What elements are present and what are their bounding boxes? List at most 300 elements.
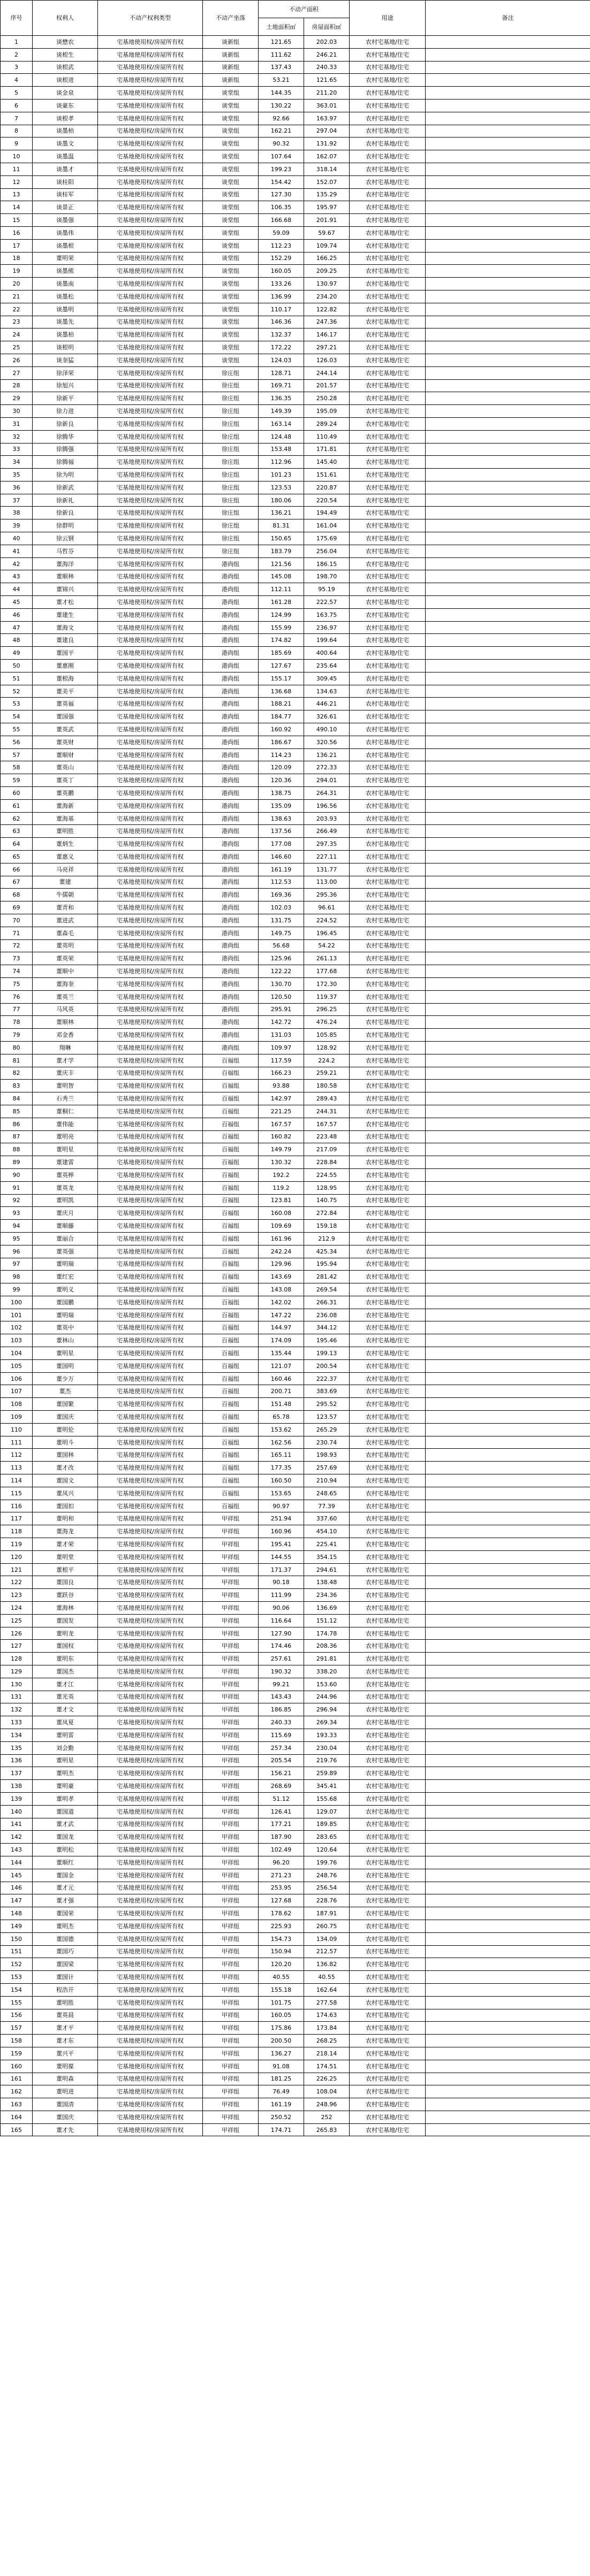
cell-use: 农村宅基地/住宅	[350, 710, 426, 723]
cell-seq: 87	[1, 1130, 33, 1143]
cell-owner: 徐新良	[33, 507, 98, 519]
cell-owner: 董英龙	[33, 1181, 98, 1194]
cell-owner: 董明堂	[33, 1550, 98, 1563]
cell-use: 农村宅基地/住宅	[350, 1143, 426, 1156]
cell-land-area: 76.49	[259, 2085, 304, 2098]
cell-seq: 153	[1, 1971, 33, 1984]
cell-house-area: 244.96	[304, 1691, 350, 1703]
cell-land-area: 146.36	[259, 316, 304, 328]
cell-house-area: 230.74	[304, 1436, 350, 1449]
cell-right-type: 宅基地使用权/房屋所有权	[98, 1372, 203, 1385]
cell-house-area: 248.76	[304, 1869, 350, 1882]
cell-house-area: 145.40	[304, 456, 350, 469]
cell-owner: 董才文	[33, 1703, 98, 1716]
cell-owner: 董英丁	[33, 774, 98, 787]
table-row	[1, 265, 590, 278]
cell-seq: 99	[1, 1283, 33, 1296]
cell-owner: 徐为明	[33, 469, 98, 481]
cell-house-area: 265.83	[304, 2123, 350, 2136]
cell-land-area: 136.99	[259, 290, 304, 303]
table-row	[1, 1016, 590, 1029]
cell-note	[426, 710, 590, 723]
cell-location: 甲祥组	[203, 1602, 259, 1615]
cell-seq: 147	[1, 1894, 33, 1907]
cell-house-area: 110.49	[304, 430, 350, 443]
cell-right-type: 宅基地使用权/房屋所有权	[98, 723, 203, 736]
cell-use: 农村宅基地/住宅	[350, 761, 426, 774]
cell-owner: 董杰	[33, 1385, 98, 1398]
cell-right-type: 宅基地使用权/房屋所有权	[98, 1067, 203, 1080]
cell-location: 徐庄组	[203, 430, 259, 443]
cell-use: 农村宅基地/住宅	[350, 1831, 426, 1844]
table-row	[1, 1767, 590, 1780]
cell-house-area: 162.07	[304, 150, 350, 163]
cell-location: 徐庄组	[203, 417, 259, 430]
table-row	[1, 927, 590, 939]
cell-seq: 108	[1, 1398, 33, 1411]
cell-right-type: 宅基地使用权/房屋所有权	[98, 1130, 203, 1143]
cell-house-area: 129.07	[304, 1805, 350, 1818]
cell-note	[426, 647, 590, 660]
cell-seq: 132	[1, 1703, 33, 1716]
cell-land-area: 177.21	[259, 1818, 304, 1831]
cell-land-area: 92.66	[259, 112, 304, 125]
cell-note	[426, 1525, 590, 1538]
cell-location: 百福组	[203, 1411, 259, 1424]
cell-note	[426, 1971, 590, 1984]
cell-seq: 31	[1, 417, 33, 430]
cell-seq: 103	[1, 1334, 33, 1347]
cell-owner: 董国梁	[33, 1958, 98, 1971]
cell-location: 港尚组	[203, 799, 259, 812]
cell-owner: 董才学	[33, 1054, 98, 1067]
cell-land-area: 155.99	[259, 621, 304, 634]
cell-owner: 谈根孝	[33, 112, 98, 125]
cell-land-area: 251.94	[259, 1512, 304, 1525]
cell-note	[426, 1105, 590, 1118]
table-row	[1, 61, 590, 74]
cell-right-type: 宅基地使用权/房屋所有权	[98, 392, 203, 405]
cell-note	[426, 1398, 590, 1411]
table-row	[1, 1780, 590, 1793]
cell-house-area: 256.54	[304, 1882, 350, 1894]
table-row	[1, 1500, 590, 1512]
cell-use: 农村宅基地/住宅	[350, 1678, 426, 1691]
cell-use: 农村宅基地/住宅	[350, 239, 426, 252]
cell-seq: 88	[1, 1143, 33, 1156]
cell-owner: 董红宏	[33, 1271, 98, 1283]
cell-land-area: 151.48	[259, 1398, 304, 1411]
cell-house-area: 250.28	[304, 392, 350, 405]
cell-house-area: 96.61	[304, 901, 350, 914]
cell-location: 甲祥组	[203, 1678, 259, 1691]
table-row	[1, 825, 590, 838]
cell-note	[426, 927, 590, 939]
cell-right-type: 宅基地使用权/房屋所有权	[98, 1321, 203, 1334]
cell-note	[426, 2098, 590, 2111]
cell-land-area: 160.96	[259, 1525, 304, 1538]
cell-house-area: 131.77	[304, 863, 350, 876]
cell-owner: 董才荣	[33, 1538, 98, 1551]
cell-location: 百福组	[203, 1334, 259, 1347]
cell-note	[426, 341, 590, 354]
cell-seq: 4	[1, 74, 33, 87]
table-row	[1, 672, 590, 685]
cell-seq: 84	[1, 1092, 33, 1105]
cell-seq: 111	[1, 1436, 33, 1449]
cell-seq: 50	[1, 660, 33, 672]
cell-house-area: 195.46	[304, 1334, 350, 1347]
cell-land-area: 99.21	[259, 1678, 304, 1691]
table-row	[1, 965, 590, 978]
cell-location: 甲祥组	[203, 1754, 259, 1767]
cell-owner: 董跃谷	[33, 1589, 98, 1602]
cell-use: 农村宅基地/住宅	[350, 901, 426, 914]
cell-house-area: 120.64	[304, 1844, 350, 1856]
cell-location: 甲祥组	[203, 2111, 259, 2123]
cell-owner: 董海基	[33, 812, 98, 825]
cell-house-area: 234.20	[304, 290, 350, 303]
table-row	[1, 1882, 590, 1894]
cell-right-type: 宅基地使用权/房屋所有权	[98, 799, 203, 812]
cell-location: 甲祥组	[203, 1894, 259, 1907]
cell-owner: 刘会勤	[33, 1741, 98, 1754]
cell-seq: 142	[1, 1831, 33, 1844]
cell-land-area: 51.12	[259, 1792, 304, 1805]
cell-owner: 谈根明	[33, 341, 98, 354]
cell-house-area: 252	[304, 2111, 350, 2123]
cell-right-type: 宅基地使用权/房屋所有权	[98, 1678, 203, 1691]
cell-seq: 56	[1, 736, 33, 748]
cell-right-type: 宅基地使用权/房屋所有权	[98, 2060, 203, 2073]
cell-location: 百福组	[203, 1423, 259, 1436]
cell-house-area: 297.21	[304, 341, 350, 354]
cell-owner: 徐新武	[33, 481, 98, 494]
cell-note	[426, 1462, 590, 1474]
cell-house-area: 220.54	[304, 494, 350, 507]
cell-owner: 徐云钢	[33, 532, 98, 545]
cell-location: 港尚组	[203, 851, 259, 863]
cell-note	[426, 1423, 590, 1436]
cell-right-type: 宅基地使用权/房屋所有权	[98, 226, 203, 239]
cell-land-area: 155.17	[259, 672, 304, 685]
cell-note	[426, 201, 590, 214]
cell-right-type: 宅基地使用权/房屋所有权	[98, 774, 203, 787]
cell-note	[426, 812, 590, 825]
cell-owner: 董庆月	[33, 1207, 98, 1220]
cell-owner: 董国平	[33, 647, 98, 660]
cell-owner: 谈景正	[33, 201, 98, 214]
cell-seq: 136	[1, 1754, 33, 1767]
cell-location: 百福组	[203, 1258, 259, 1271]
cell-right-type: 宅基地使用权/房屋所有权	[98, 761, 203, 774]
cell-owner: 董英明	[33, 939, 98, 952]
cell-note	[426, 774, 590, 787]
cell-right-type: 宅基地使用权/房屋所有权	[98, 1359, 203, 1372]
cell-owner: 董明瑞	[33, 1309, 98, 1321]
cell-land-area: 116.64	[259, 1614, 304, 1627]
cell-note	[426, 1054, 590, 1067]
cell-location: 百福组	[203, 1436, 259, 1449]
cell-seq: 159	[1, 2047, 33, 2060]
table-row	[1, 1411, 590, 1424]
cell-location: 徐庄组	[203, 545, 259, 557]
cell-right-type: 宅基地使用权/房屋所有权	[98, 965, 203, 978]
cell-note	[426, 303, 590, 316]
cell-note	[426, 1283, 590, 1296]
cell-right-type: 宅基地使用权/房屋所有权	[98, 1920, 203, 1932]
cell-house-area: 196.56	[304, 799, 350, 812]
cell-note	[426, 137, 590, 150]
cell-right-type: 宅基地使用权/房屋所有权	[98, 1296, 203, 1309]
cell-land-area: 120.36	[259, 774, 304, 787]
table-row	[1, 481, 590, 494]
cell-use: 农村宅基地/住宅	[350, 112, 426, 125]
cell-land-area: 81.31	[259, 519, 304, 532]
cell-right-type: 宅基地使用权/房屋所有权	[98, 851, 203, 863]
table-row	[1, 812, 590, 825]
cell-house-area: 212.57	[304, 1945, 350, 1958]
cell-right-type: 宅基地使用权/房屋所有权	[98, 1563, 203, 1576]
cell-land-area: 91.08	[259, 2060, 304, 2073]
cell-note	[426, 2123, 590, 2136]
cell-location: 甲祥组	[203, 1831, 259, 1844]
cell-right-type: 宅基地使用权/房屋所有权	[98, 1500, 203, 1512]
table-row	[1, 417, 590, 430]
table-row	[1, 405, 590, 418]
cell-note	[426, 1780, 590, 1793]
cell-seq: 1	[1, 36, 33, 49]
cell-right-type: 宅基地使用权/房屋所有权	[98, 1602, 203, 1615]
cell-house-area: 268.25	[304, 2035, 350, 2047]
cell-right-type: 宅基地使用权/房屋所有权	[98, 112, 203, 125]
cell-right-type: 宅基地使用权/房屋所有权	[98, 1411, 203, 1424]
cell-land-area: 127.30	[259, 188, 304, 201]
cell-location: 谈堂组	[203, 112, 259, 125]
cell-house-area: 294.61	[304, 1563, 350, 1576]
cell-owner: 董国文	[33, 1474, 98, 1487]
table-row	[1, 748, 590, 761]
cell-owner: 董明伦	[33, 1423, 98, 1436]
cell-seq: 91	[1, 1181, 33, 1194]
cell-seq: 14	[1, 201, 33, 214]
table-row	[1, 685, 590, 698]
cell-location: 徐庄组	[203, 519, 259, 532]
cell-seq: 128	[1, 1653, 33, 1665]
cell-seq: 18	[1, 252, 33, 265]
table-row	[1, 1398, 590, 1411]
table-row	[1, 163, 590, 175]
cell-house-area: 224.2	[304, 1054, 350, 1067]
cell-note	[426, 1092, 590, 1105]
cell-location: 谈堂组	[203, 226, 259, 239]
cell-right-type: 宅基地使用权/房屋所有权	[98, 99, 203, 112]
cell-note	[426, 2073, 590, 2085]
cell-use: 农村宅基地/住宅	[350, 2085, 426, 2098]
table-row	[1, 889, 590, 901]
table-row	[1, 341, 590, 354]
cell-seq: 62	[1, 812, 33, 825]
cell-house-area: 152.07	[304, 175, 350, 188]
cell-right-type: 宅基地使用权/房屋所有权	[98, 316, 203, 328]
cell-seq: 146	[1, 1882, 33, 1894]
cell-location: 百福组	[203, 1080, 259, 1092]
cell-owner: 董美平	[33, 685, 98, 698]
table-row	[1, 469, 590, 481]
cell-use: 农村宅基地/住宅	[350, 1932, 426, 1945]
cell-seq: 139	[1, 1792, 33, 1805]
cell-seq: 13	[1, 188, 33, 201]
cell-note	[426, 2111, 590, 2123]
table-row	[1, 710, 590, 723]
cell-note	[426, 939, 590, 952]
cell-right-type: 宅基地使用权/房屋所有权	[98, 787, 203, 800]
cell-owner: 董海洋	[33, 557, 98, 570]
cell-house-area: 146.17	[304, 328, 350, 341]
cell-land-area: 136.27	[259, 2047, 304, 2060]
cell-right-type: 宅基地使用权/房屋所有权	[98, 1271, 203, 1283]
cell-land-area: 257.61	[259, 1653, 304, 1665]
table-row	[1, 1792, 590, 1805]
table-row	[1, 354, 590, 366]
cell-seq: 16	[1, 226, 33, 239]
cell-owner: 谈墨松	[33, 290, 98, 303]
cell-note	[426, 545, 590, 557]
cell-land-area: 174.46	[259, 1640, 304, 1653]
table-row	[1, 303, 590, 316]
cell-right-type: 宅基地使用权/房屋所有权	[98, 647, 203, 660]
cell-location: 百福组	[203, 1487, 259, 1500]
cell-seq: 163	[1, 2098, 33, 2111]
cell-house-area: 326.61	[304, 710, 350, 723]
cell-house-area: 167.57	[304, 1118, 350, 1130]
cell-seq: 154	[1, 1983, 33, 1996]
table-row	[1, 1372, 590, 1385]
cell-owner: 马风英	[33, 1003, 98, 1016]
cell-note	[426, 290, 590, 303]
cell-note	[426, 1869, 590, 1882]
table-row	[1, 1168, 590, 1181]
cell-use: 农村宅基地/住宅	[350, 1271, 426, 1283]
cell-seq: 67	[1, 876, 33, 889]
cell-seq: 12	[1, 175, 33, 188]
cell-location: 甲祥组	[203, 1805, 259, 1818]
cell-seq: 48	[1, 634, 33, 647]
cell-note	[426, 125, 590, 137]
cell-land-area: 128.71	[259, 366, 304, 379]
cell-right-type: 宅基地使用权/房屋所有权	[98, 328, 203, 341]
cell-location: 甲祥组	[203, 1640, 259, 1653]
cell-land-area: 160.05	[259, 2009, 304, 2022]
cell-seq: 20	[1, 278, 33, 291]
cell-seq: 157	[1, 2022, 33, 2035]
cell-use: 农村宅基地/住宅	[350, 1818, 426, 1831]
cell-owner: 董国繁	[33, 1398, 98, 1411]
cell-location: 甲祥组	[203, 1563, 259, 1576]
cell-location: 百福组	[203, 1283, 259, 1296]
cell-seq: 93	[1, 1207, 33, 1220]
cell-land-area: 192.2	[259, 1168, 304, 1181]
cell-location: 百福组	[203, 1194, 259, 1207]
cell-seq: 161	[1, 2073, 33, 2085]
cell-owner: 董才改	[33, 1462, 98, 1474]
cell-use: 农村宅基地/住宅	[350, 1602, 426, 1615]
cell-seq: 30	[1, 405, 33, 418]
cell-land-area: 131.03	[259, 1029, 304, 1042]
cell-house-area: 240.33	[304, 61, 350, 74]
cell-location: 徐庄组	[203, 405, 259, 418]
cell-house-area: 446.21	[304, 698, 350, 710]
cell-land-area: 130.70	[259, 977, 304, 990]
cell-note	[426, 1767, 590, 1780]
cell-house-area: 236.08	[304, 1309, 350, 1321]
cell-location: 港尚组	[203, 901, 259, 914]
cell-right-type: 宅基地使用权/房屋所有权	[98, 1487, 203, 1500]
cell-use: 农村宅基地/住宅	[350, 1589, 426, 1602]
table-row	[1, 952, 590, 965]
cell-seq: 90	[1, 1168, 33, 1181]
cell-right-type: 宅基地使用权/房屋所有权	[98, 927, 203, 939]
cell-land-area: 56.68	[259, 939, 304, 952]
cell-owner: 董国金	[33, 1869, 98, 1882]
cell-use: 农村宅基地/住宅	[350, 634, 426, 647]
cell-location: 甲祥组	[203, 1729, 259, 1741]
cell-note	[426, 723, 590, 736]
cell-location: 百福组	[203, 1245, 259, 1258]
cell-house-area: 59.67	[304, 226, 350, 239]
cell-land-area: 112.53	[259, 876, 304, 889]
table-row	[1, 1220, 590, 1233]
cell-location: 甲祥组	[203, 1653, 259, 1665]
cell-right-type: 宅基地使用权/房屋所有权	[98, 354, 203, 366]
cell-land-area: 127.67	[259, 660, 304, 672]
cell-seq: 83	[1, 1080, 33, 1092]
cell-right-type: 宅基地使用权/房屋所有权	[98, 74, 203, 87]
cell-land-area: 127.68	[259, 1894, 304, 1907]
cell-note	[426, 672, 590, 685]
cell-note	[426, 838, 590, 851]
cell-location: 谈堂组	[203, 163, 259, 175]
cell-owner: 董明斗	[33, 1436, 98, 1449]
cell-owner: 董英鹏	[33, 787, 98, 800]
cell-land-area: 153.62	[259, 1423, 304, 1436]
cell-note	[426, 1678, 590, 1691]
cell-right-type: 宅基地使用权/房屋所有权	[98, 1907, 203, 1920]
table-row	[1, 125, 590, 137]
cell-note	[426, 1029, 590, 1042]
cell-note	[426, 239, 590, 252]
cell-house-area: 338.20	[304, 1665, 350, 1678]
cell-owner: 董庆丰	[33, 1067, 98, 1080]
cell-house-area: 289.24	[304, 417, 350, 430]
cell-use: 农村宅基地/住宅	[350, 201, 426, 214]
header-use: 用途	[350, 1, 426, 36]
cell-owner: 董明孝	[33, 1792, 98, 1805]
cell-right-type: 宅基地使用权/房屋所有权	[98, 61, 203, 74]
table-row	[1, 1462, 590, 1474]
cell-land-area: 156.21	[259, 1767, 304, 1780]
cell-right-type: 宅基地使用权/房屋所有权	[98, 1945, 203, 1958]
cell-location: 港尚组	[203, 621, 259, 634]
cell-land-area: 160.92	[259, 723, 304, 736]
cell-land-area: 199.23	[259, 163, 304, 175]
cell-seq: 106	[1, 1372, 33, 1385]
cell-house-area: 140.75	[304, 1194, 350, 1207]
cell-land-area: 149.39	[259, 405, 304, 418]
cell-land-area: 152.29	[259, 252, 304, 265]
table-row	[1, 698, 590, 710]
cell-right-type: 宅基地使用权/房屋所有权	[98, 1691, 203, 1703]
